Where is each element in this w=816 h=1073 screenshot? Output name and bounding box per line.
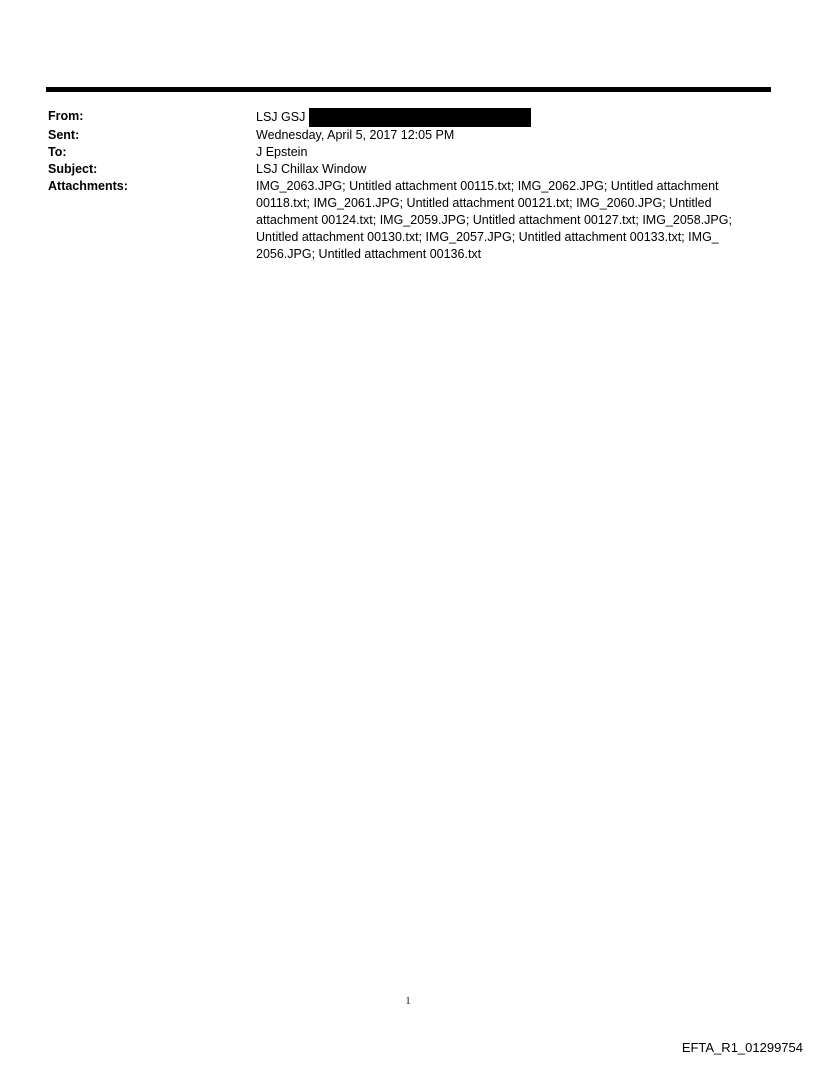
subject-row <box>48 161 768 178</box>
attachments-label: Attachments: <box>48 179 128 193</box>
email-header <box>48 108 768 263</box>
subject-label: Subject: <box>48 162 98 176</box>
subject-value: LSJ Chillax Window <box>256 162 367 176</box>
sent-row <box>48 127 768 144</box>
from-row <box>48 108 768 127</box>
sent-label: Sent: <box>48 128 80 142</box>
sent-value: Wednesday, April 5, 2017 12:05 PM <box>256 128 455 142</box>
header-rule <box>46 87 771 92</box>
page-number: 1 <box>405 996 411 1007</box>
from-value-container <box>256 108 768 127</box>
attachments-value: IMG_2063.JPG; Untitled attachment 00115.txt; IMG_2062.JPG; Untitled attachment 00118.txt; IMG_2061.JPG; Untitled attachment 00121.txt; IMG_2060.JPG; Untitled attachment 00124.txt; IMG_2059.JPG; Untitled attachment 00127.txt; IMG_2058.JPG; Untitled attachment 00130.txt; IMG_2057.JPG; Untitled attachment 00133.txt; IMG_ 2056.JPG; Untitled attachment 00136.txt <box>256 179 732 261</box>
redaction-box <box>309 108 531 127</box>
to-label: To: <box>48 145 67 159</box>
to-row <box>48 144 768 161</box>
to-value: J Epstein <box>256 145 308 159</box>
attachments-row <box>48 178 768 263</box>
from-value: LSJ GSJ <box>256 110 306 124</box>
bates-number: EFTA_R1_01299754 <box>681 1040 803 1055</box>
from-label: From: <box>48 109 84 123</box>
